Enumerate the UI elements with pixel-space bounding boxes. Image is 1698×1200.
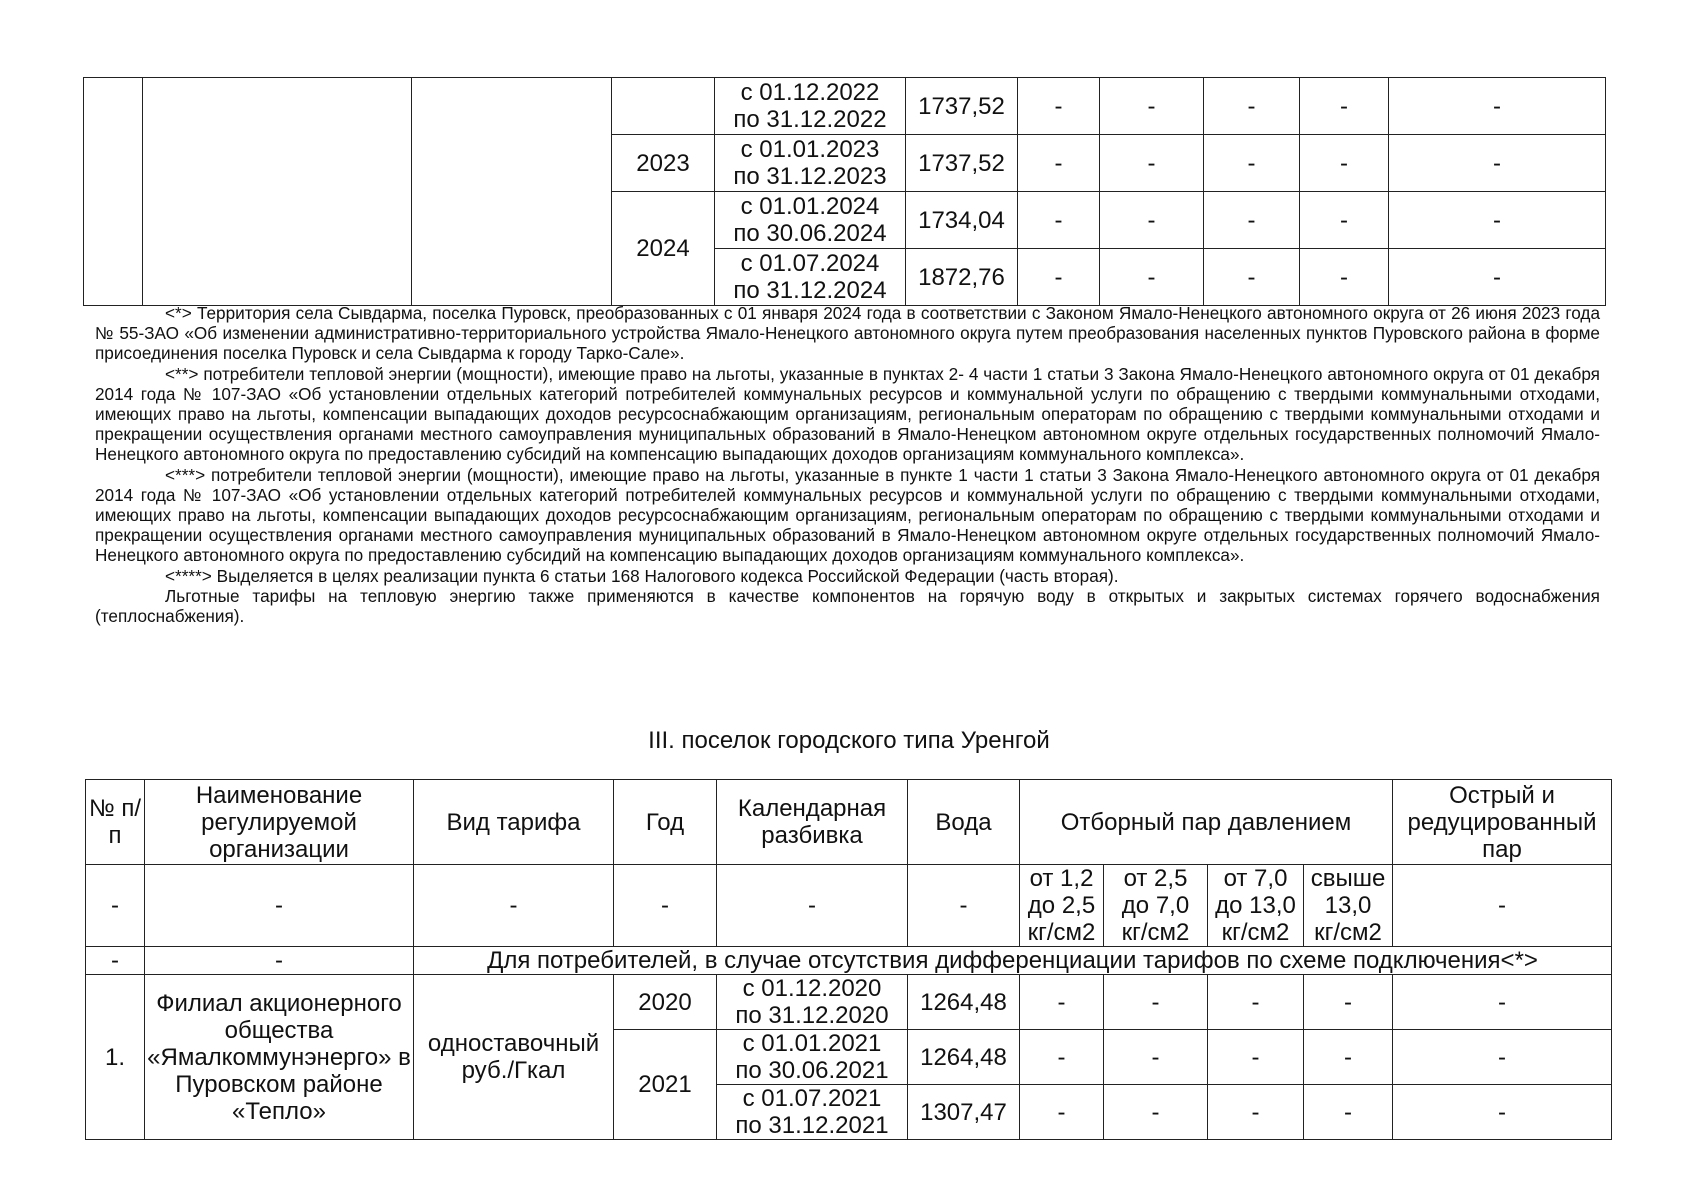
pressure-unit: кг/см2	[1121, 919, 1190, 946]
cell-period	[717, 1085, 908, 1140]
cell-steam: -	[1104, 1030, 1208, 1085]
cell-steam: -	[1020, 1030, 1104, 1085]
pressure-line: до 2,5	[1027, 892, 1096, 919]
period-from: с 01.01.2021	[742, 1030, 882, 1057]
cell-water: 1307,47	[908, 1085, 1020, 1140]
cell-dash: -	[717, 865, 908, 947]
cell-water: 1872,76	[906, 249, 1018, 306]
cell-dash: -	[1393, 865, 1612, 947]
cell-steam: -	[1208, 975, 1304, 1030]
pressure-line: от 7,0	[1223, 865, 1288, 892]
cell-steam: -	[1208, 1085, 1304, 1140]
period-from: с 01.01.2023	[740, 136, 880, 163]
cell-steam: -	[1100, 78, 1204, 135]
pressure-range	[1208, 865, 1304, 947]
table-row	[86, 975, 1612, 1030]
cell-water: 1737,52	[906, 135, 1018, 192]
cell-sharp-steam: -	[1393, 975, 1612, 1030]
header-tariff: Вид тарифа	[414, 780, 614, 865]
cell-tariff-type	[414, 975, 614, 1140]
footnote: <**> потребители тепловой энергии (мощности), имеющие право на льготы, указанные в пунктах 2- 4 части 1 статьи 3 Закона Ямало-Ненецкого автономного округа от 01 декабря 2014 года № 107-ЗАО «Об установлении отдельных категорий потребителей коммунальных ресурсов и коммунальной услуги по обращению с твердыми коммунальными отходами, имеющих право на льготы, компенсации выпадающих доходов ресурсоснабжающим организациям, региональным операторам по обращению с твердыми коммунальными отходами и прекращении осуществления органами местного самоуправления муниципальных образований в Ямало-Ненецком автономном округе отдельных государственных полномочий Ямало-Ненецкого автономного округа по предоставлению субсидий на компенсацию выпадающих доходов организациям коммунального комплекса».	[95, 363, 1600, 465]
cell-year: 2023	[612, 135, 715, 192]
table-row	[84, 78, 1606, 135]
cell-steam: -	[1300, 192, 1389, 249]
cell-water: 1734,04	[906, 192, 1018, 249]
section-title: III. поселок городского типа Уренгой	[648, 727, 1050, 754]
header-year: Год	[614, 780, 717, 865]
footnotes	[95, 303, 1600, 626]
period-to: по 30.06.2021	[735, 1057, 889, 1084]
cell-steam: -	[1100, 249, 1204, 306]
cell-steam: -	[1304, 975, 1393, 1030]
tariff-unit: руб./Гкал	[461, 1057, 566, 1084]
period-from: с 01.07.2024	[740, 250, 880, 277]
cell-period	[715, 249, 906, 306]
header-steam: Отборный пар давлением	[1020, 780, 1393, 865]
cell-steam: -	[1020, 1085, 1104, 1140]
cell-steam: -	[1204, 192, 1300, 249]
cell-steam: -	[1204, 249, 1300, 306]
cell-sharp-steam: -	[1393, 1085, 1612, 1140]
cell-year	[612, 78, 715, 135]
period-to: по 31.12.2020	[735, 1002, 889, 1029]
group-label: Для потребителей, в случае отсутствия дифференциации тарифов по схеме подключения<*>	[414, 947, 1612, 975]
cell-dash: -	[86, 865, 145, 947]
period-from: с 01.12.2022	[740, 79, 880, 106]
cell-sharp-steam: -	[1389, 135, 1606, 192]
table-header-row	[86, 780, 1612, 865]
tariff-table-urengoy	[85, 779, 1612, 1140]
table-subheader-row	[86, 865, 1612, 947]
pressure-unit: кг/см2	[1221, 919, 1290, 946]
cell-period	[715, 78, 906, 135]
header-calendar: Календарная разбивка	[717, 780, 908, 865]
cell-steam: -	[1304, 1085, 1393, 1140]
cell-year: 2020	[614, 975, 717, 1030]
cell-water: 1264,48	[908, 975, 1020, 1030]
footnote: <****> Выделяется в целях реализации пункта 6 статьи 168 Налогового кодекса Российской Федерации (часть вторая).	[165, 565, 1119, 586]
cell-empty	[143, 78, 412, 306]
cell-org-name: Филиал акционерного общества «Ямалкоммунэнерго» в Пуровском районе «Тепло»	[145, 975, 414, 1140]
pressure-unit: кг/см2	[1314, 919, 1382, 946]
cell-dash: -	[614, 865, 717, 947]
pressure-line: от 1,2	[1029, 865, 1094, 892]
cell-dash: -	[908, 865, 1020, 947]
cell-sharp-steam: -	[1389, 249, 1606, 306]
cell-empty	[412, 78, 612, 306]
pressure-range	[1104, 865, 1208, 947]
cell-sharp-steam: -	[1389, 192, 1606, 249]
cell-empty	[84, 78, 143, 306]
cell-sharp-steam: -	[1393, 1030, 1612, 1085]
pressure-line: 13,0	[1324, 892, 1372, 919]
cell-dash: -	[145, 865, 414, 947]
period-to: по 31.12.2023	[733, 163, 887, 190]
cell-steam: -	[1300, 78, 1389, 135]
cell-steam: -	[1300, 135, 1389, 192]
tariff-table-continuation	[83, 77, 1606, 306]
cell-steam: -	[1018, 249, 1100, 306]
cell-dash: -	[86, 947, 145, 975]
footnote: <***> потребители тепловой энергии (мощности), имеющие право на льготы, указанные в пункте 1 части 1 статьи 3 Закона Ямало-Ненецкого автономного округа от 01 декабря 2014 года № 107-ЗАО «Об установлении отдельных категорий потребителей коммунальных ресурсов и коммунальной услуги по обращению с твердыми коммунальными отходами, имеющих право на льготы, компенсации выпадающих доходов ресурсоснабжающим организациям, региональным операторам по обращению с твердыми коммунальными отходами и прекращении осуществления органами местного самоуправления муниципальных образований в Ямало-Ненецком автономном округе отдельных государственных полномочий Ямало-Ненецкого автономного округа по предоставлению субсидий на компенсацию выпадающих доходов организациям коммунального комплекса».	[95, 464, 1600, 566]
pressure-unit: кг/см2	[1027, 919, 1096, 946]
header-water: Вода	[908, 780, 1020, 865]
cell-period	[717, 1030, 908, 1085]
period-from: с 01.01.2024	[740, 193, 880, 220]
cell-num: 1.	[86, 975, 145, 1140]
header-org: Наименование регулируемой организации	[145, 780, 414, 865]
cell-sharp-steam: -	[1389, 78, 1606, 135]
cell-steam: -	[1018, 192, 1100, 249]
header-num: № п/п	[86, 780, 145, 865]
cell-steam: -	[1100, 192, 1204, 249]
tariff-type-line: одноставочный	[427, 1030, 600, 1057]
header-sharp-steam: Острый и редуцированный пар	[1393, 780, 1612, 865]
pressure-line: свыше	[1310, 865, 1386, 892]
cell-steam: -	[1100, 135, 1204, 192]
cell-steam: -	[1208, 1030, 1304, 1085]
cell-year: 2024	[612, 192, 715, 306]
period-to: по 31.12.2024	[733, 277, 887, 304]
period-to: по 30.06.2024	[733, 220, 887, 247]
cell-steam: -	[1204, 78, 1300, 135]
period-to: по 31.12.2021	[735, 1112, 889, 1139]
cell-water: 1737,52	[906, 78, 1018, 135]
cell-steam: -	[1020, 975, 1104, 1030]
cell-steam: -	[1104, 1085, 1208, 1140]
period-from: с 01.12.2020	[742, 975, 882, 1002]
cell-water: 1264,48	[908, 1030, 1020, 1085]
period-from: с 01.07.2021	[742, 1085, 882, 1112]
period-to: по 31.12.2022	[733, 106, 887, 133]
cell-steam: -	[1104, 975, 1208, 1030]
cell-steam: -	[1018, 135, 1100, 192]
cell-dash: -	[145, 947, 414, 975]
pressure-range	[1304, 865, 1393, 947]
cell-period	[715, 192, 906, 249]
cell-dash: -	[414, 865, 614, 947]
cell-steam: -	[1204, 135, 1300, 192]
group-row	[86, 947, 1612, 975]
cell-steam: -	[1018, 78, 1100, 135]
footnote: Льготные тарифы на тепловую энергию также применяются в качестве компонентов на горячую воду в открытых и закрытых системах горячего водоснабжения (теплоснабжения).	[95, 585, 1600, 627]
cell-steam: -	[1304, 1030, 1393, 1085]
footnote: <*> Территория села Сывдарма, поселка Пуровск, преобразованных с 01 января 2024 года в соответствии с Законом Ямало-Ненецкого автономного округа от 26 июня 2023 года № 55-ЗАО «Об изменении административно-территориального устройства Ямало-Ненецкого автономного округа путем преобразования населенных пунктов Пуровского района в форме присоединения поселка Пуровск и села Сывдарма к городу Тарко-Сале».	[95, 303, 1600, 364]
pressure-line: до 13,0	[1215, 892, 1296, 919]
cell-period	[715, 135, 906, 192]
pressure-line: от 2,5	[1123, 865, 1188, 892]
cell-year: 2021	[614, 1030, 717, 1140]
cell-period	[717, 975, 908, 1030]
cell-steam: -	[1300, 249, 1389, 306]
pressure-range	[1020, 865, 1104, 947]
pressure-line: до 7,0	[1121, 892, 1190, 919]
